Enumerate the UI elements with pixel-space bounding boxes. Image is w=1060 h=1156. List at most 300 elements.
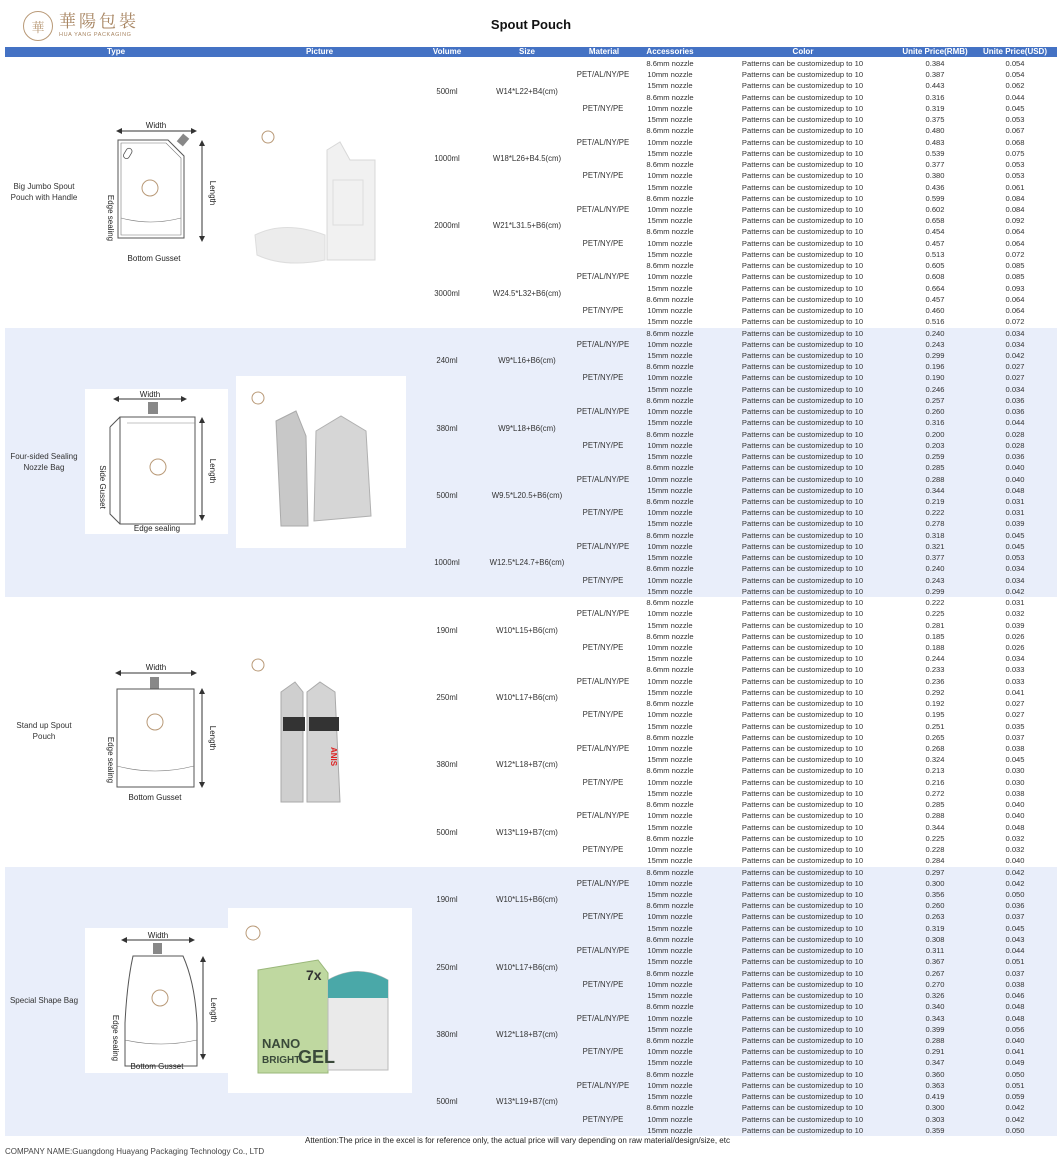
accessory-cell: 8.6mm nozzle: [646, 59, 694, 68]
color-cell: Patterns can be customizedup to 10: [741, 710, 864, 720]
accessory-cell: 8.6mm nozzle: [646, 395, 694, 405]
material-cell: PET/NY/PE: [582, 642, 624, 652]
color-cell: Patterns can be customizedup to 10: [741, 564, 864, 574]
color-cell: Patterns can be customizedup to 10: [741, 485, 864, 495]
accessory-cell: 15mm nozzle: [647, 687, 693, 697]
material-cell: PET/AL/NY/PE: [576, 339, 630, 349]
accessory-cell: 8.6mm nozzle: [646, 496, 694, 506]
price-usd-cell: 0.036: [1005, 395, 1025, 405]
color-cell: Patterns can be customizedup to 10: [741, 373, 864, 383]
price-rmb-cell: 0.375: [925, 115, 945, 125]
color-cell: Patterns can be customizedup to 10: [741, 137, 864, 147]
material-cell: PET/NY/PE: [582, 171, 624, 181]
special-shape-photo: [228, 908, 412, 1093]
price-rmb-cell: 0.384: [925, 59, 945, 68]
jumbo-pouch-diagram: [100, 118, 220, 268]
price-rmb-cell: 0.240: [925, 564, 945, 574]
color-cell: Patterns can be customizedup to 10: [741, 384, 864, 394]
color-cell: Patterns can be customizedup to 10: [741, 395, 864, 405]
accessory-cell: 15mm nozzle: [647, 1092, 693, 1102]
accessory-cell: 15mm nozzle: [647, 283, 693, 293]
material-cell: PET/NY/PE: [582, 979, 624, 989]
price-usd-cell: 0.032: [1005, 833, 1025, 843]
price-usd-cell: 0.051: [1005, 1080, 1025, 1090]
color-cell: Patterns can be customizedup to 10: [741, 912, 864, 922]
accessory-cell: 8.6mm nozzle: [646, 833, 694, 843]
price-rmb-cell: 0.360: [925, 1069, 945, 1079]
color-cell: Patterns can be customizedup to 10: [741, 946, 864, 956]
price-rmb-cell: 0.236: [925, 676, 945, 686]
color-cell: Patterns can be customizedup to 10: [741, 699, 864, 709]
svg-text:Bottom Gusset: Bottom Gusset: [127, 254, 181, 263]
svg-text:GEL: GEL: [298, 1047, 336, 1067]
accessory-cell: 10mm nozzle: [647, 440, 693, 450]
price-usd-cell: 0.053: [1005, 553, 1025, 563]
volume-cell: 2000ml: [434, 221, 460, 231]
material-cell: PET/AL/NY/PE: [576, 946, 630, 956]
color-cell: Patterns can be customizedup to 10: [741, 934, 864, 944]
color-cell: Patterns can be customizedup to 10: [741, 856, 864, 866]
color-cell: Patterns can be customizedup to 10: [741, 81, 864, 91]
accessory-cell: 15mm nozzle: [647, 384, 693, 394]
color-cell: Patterns can be customizedup to 10: [741, 193, 864, 203]
col-price-rmb: Unite Price(RMB): [902, 47, 968, 56]
foursided-pouch-diagram: [85, 389, 228, 534]
color-cell: Patterns can be customizedup to 10: [741, 811, 864, 821]
price-usd-cell: 0.051: [1005, 957, 1025, 967]
material-cell: PET/NY/PE: [582, 1047, 624, 1057]
table-header: [5, 47, 1057, 57]
price-rmb-cell: 0.300: [925, 1103, 945, 1113]
type-label-special: Special Shape Bag: [9, 996, 79, 1005]
color-cell: Patterns can be customizedup to 10: [741, 777, 864, 787]
accessory-cell: 10mm nozzle: [647, 878, 693, 888]
color-cell: Patterns can be customizedup to 10: [741, 508, 864, 518]
volume-cell: 500ml: [436, 1097, 458, 1107]
accessory-cell: 15mm nozzle: [647, 586, 693, 596]
color-cell: Patterns can be customizedup to 10: [741, 878, 864, 888]
page-header: [5, 5, 1057, 47]
size-cell: W24.5*L32+B6(cm): [492, 288, 562, 298]
material-cell: PET/NY/PE: [582, 238, 624, 248]
price-rmb-cell: 0.311: [925, 946, 945, 956]
price-usd-cell: 0.053: [1005, 115, 1025, 125]
volume-cell: 3000ml: [434, 288, 460, 298]
color-cell: Patterns can be customizedup to 10: [741, 474, 864, 484]
price-usd-cell: 0.044: [1005, 946, 1025, 956]
price-usd-cell: 0.034: [1005, 575, 1025, 585]
accessory-cell: 8.6mm nozzle: [646, 631, 694, 641]
accessory-cell: 10mm nozzle: [647, 979, 693, 989]
price-usd-cell: 0.026: [1005, 642, 1025, 652]
material-cell: PET/AL/NY/PE: [576, 204, 630, 214]
accessory-cell: 8.6mm nozzle: [646, 261, 694, 271]
color-cell: Patterns can be customizedup to 10: [741, 901, 864, 911]
volume-cell: 190ml: [436, 625, 458, 635]
accessory-cell: 10mm nozzle: [647, 103, 693, 113]
price-usd-cell: 0.034: [1005, 384, 1025, 394]
svg-text:Edge sealing: Edge sealing: [111, 1014, 120, 1062]
price-rmb-cell: 0.185: [925, 631, 945, 641]
price-usd-cell: 0.044: [1005, 418, 1025, 428]
color-cell: Patterns can be customizedup to 10: [741, 171, 864, 181]
page-title: Spout Pouch: [490, 17, 572, 32]
accessory-cell: 8.6mm nozzle: [646, 126, 694, 136]
accessory-cell: 8.6mm nozzle: [646, 429, 694, 439]
accessory-cell: 8.6mm nozzle: [646, 362, 694, 372]
price-usd-cell: 0.030: [1005, 766, 1025, 776]
material-cell: PET/NY/PE: [582, 306, 624, 316]
color-cell: Patterns can be customizedup to 10: [741, 687, 864, 697]
price-usd-cell: 0.072: [1005, 317, 1025, 327]
price-rmb-cell: 0.300: [925, 878, 945, 888]
accessory-cell: 10mm nozzle: [647, 204, 693, 214]
material-cell: PET/AL/NY/PE: [576, 137, 630, 147]
material-cell: PET/NY/PE: [582, 373, 624, 383]
accessory-cell: 8.6mm nozzle: [646, 328, 694, 338]
color-cell: Patterns can be customizedup to 10: [741, 182, 864, 192]
accessory-cell: 10mm nozzle: [647, 710, 693, 720]
accessory-cell: 10mm nozzle: [647, 1114, 693, 1124]
color-cell: Patterns can be customizedup to 10: [741, 1036, 864, 1045]
accessory-cell: 10mm nozzle: [647, 171, 693, 181]
price-rmb-cell: 0.188: [925, 642, 945, 652]
accessory-cell: 15mm nozzle: [647, 485, 693, 495]
accessory-cell: 15mm nozzle: [647, 553, 693, 563]
price-rmb-cell: 0.454: [925, 227, 945, 237]
price-rmb-cell: 0.222: [925, 508, 945, 518]
accessory-cell: 8.6mm nozzle: [646, 564, 694, 574]
price-usd-cell: 0.038: [1005, 788, 1025, 798]
color-cell: Patterns can be customizedup to 10: [741, 766, 864, 776]
accessory-cell: 10mm nozzle: [647, 70, 693, 80]
col-picture: Picture: [305, 47, 334, 56]
color-cell: Patterns can be customizedup to 10: [741, 407, 864, 417]
price-rmb-cell: 0.216: [925, 777, 945, 787]
price-rmb-cell: 0.192: [925, 699, 945, 709]
accessory-cell: 10mm nozzle: [647, 373, 693, 383]
price-usd-cell: 0.053: [1005, 171, 1025, 181]
accessory-cell: 8.6mm nozzle: [646, 530, 694, 540]
accessory-cell: 10mm nozzle: [647, 306, 693, 316]
price-usd-cell: 0.040: [1005, 474, 1025, 484]
price-usd-cell: 0.045: [1005, 755, 1025, 765]
accessory-cell: 15mm nozzle: [647, 182, 693, 192]
price-usd-cell: 0.050: [1005, 1125, 1025, 1135]
accessory-cell: 15mm nozzle: [647, 115, 693, 125]
price-rmb-cell: 0.605: [925, 261, 945, 271]
accessory-cell: 8.6mm nozzle: [646, 1036, 694, 1045]
price-usd-cell: 0.045: [1005, 103, 1025, 113]
col-color: Color: [792, 47, 814, 56]
price-usd-cell: 0.054: [1005, 59, 1025, 68]
price-rmb-cell: 0.321: [925, 541, 945, 551]
accessory-cell: 15mm nozzle: [647, 620, 693, 630]
price-rmb-cell: 0.213: [925, 766, 945, 776]
price-rmb-cell: 0.195: [925, 710, 945, 720]
type-label-jumbo: Big Jumbo Spout Pouch with Handle: [10, 182, 78, 202]
price-usd-cell: 0.034: [1005, 564, 1025, 574]
price-usd-cell: 0.064: [1005, 227, 1025, 237]
accessory-cell: 10mm nozzle: [647, 676, 693, 686]
price-rmb-cell: 0.299: [925, 586, 945, 596]
price-usd-cell: 0.039: [1005, 519, 1025, 529]
price-usd-cell: 0.072: [1005, 249, 1025, 259]
price-rmb-cell: 0.602: [925, 204, 945, 214]
material-cell: PET/NY/PE: [582, 845, 624, 855]
material-cell: PET/NY/PE: [582, 777, 624, 787]
price-usd-cell: 0.050: [1005, 890, 1025, 900]
accessory-cell: 10mm nozzle: [647, 1080, 693, 1090]
volume-cell: 380ml: [436, 1030, 458, 1039]
material-cell: PET/AL/NY/PE: [576, 272, 630, 282]
color-cell: Patterns can be customizedup to 10: [741, 519, 864, 529]
price-rmb-cell: 0.539: [925, 148, 945, 158]
price-rmb-cell: 0.278: [925, 519, 945, 529]
accessory-cell: 8.6mm nozzle: [646, 934, 694, 944]
accessory-cell: 8.6mm nozzle: [646, 1103, 694, 1113]
price-rmb-cell: 0.263: [925, 912, 945, 922]
accessory-cell: 15mm nozzle: [647, 452, 693, 462]
price-rmb-cell: 0.200: [925, 429, 945, 439]
price-usd-cell: 0.068: [1005, 137, 1025, 147]
price-usd-cell: 0.042: [1005, 1114, 1025, 1124]
price-usd-cell: 0.034: [1005, 654, 1025, 664]
price-usd-cell: 0.048: [1005, 1013, 1025, 1023]
price-usd-cell: 0.042: [1005, 1103, 1025, 1113]
svg-text:Width: Width: [147, 931, 169, 940]
price-usd-cell: 0.045: [1005, 541, 1025, 551]
accessory-cell: 8.6mm nozzle: [646, 800, 694, 810]
color-cell: Patterns can be customizedup to 10: [741, 103, 864, 113]
price-usd-cell: 0.026: [1005, 631, 1025, 641]
color-cell: Patterns can be customizedup to 10: [741, 328, 864, 338]
material-cell: PET/NY/PE: [582, 1114, 624, 1124]
price-rmb-cell: 0.347: [925, 1058, 945, 1068]
accessory-cell: 10mm nozzle: [647, 642, 693, 652]
price-usd-cell: 0.039: [1005, 620, 1025, 630]
accessory-cell: 15mm nozzle: [647, 216, 693, 226]
color-cell: Patterns can be customizedup to 10: [741, 867, 864, 877]
accessory-cell: 15mm nozzle: [647, 721, 693, 731]
price-usd-cell: 0.044: [1005, 92, 1025, 102]
color-cell: Patterns can be customizedup to 10: [741, 788, 864, 798]
material-cell: PET/NY/PE: [582, 575, 624, 585]
svg-text:BRIGHT: BRIGHT: [262, 1055, 301, 1066]
material-cell: PET/AL/NY/PE: [576, 1013, 630, 1023]
size-cell: W14*L22+B4(cm): [496, 86, 558, 96]
price-usd-cell: 0.040: [1005, 800, 1025, 810]
size-cell: W10*L15+B6(cm): [496, 895, 558, 905]
price-rmb-cell: 0.203: [925, 440, 945, 450]
color-cell: Patterns can be customizedup to 10: [741, 261, 864, 271]
accessory-cell: 10mm nozzle: [647, 238, 693, 248]
logo-chinese-name: 華陽包裝: [59, 11, 139, 32]
volume-cell: 190ml: [436, 895, 458, 905]
price-rmb-cell: 0.260: [925, 901, 945, 911]
accessory-cell: 8.6mm nozzle: [646, 901, 694, 911]
price-usd-cell: 0.028: [1005, 429, 1025, 439]
color-cell: Patterns can be customizedup to 10: [741, 339, 864, 349]
price-usd-cell: 0.034: [1005, 328, 1025, 338]
color-cell: Patterns can be customizedup to 10: [741, 204, 864, 214]
material-cell: PET/AL/NY/PE: [576, 541, 630, 551]
color-cell: Patterns can be customizedup to 10: [741, 923, 864, 933]
price-usd-cell: 0.037: [1005, 968, 1025, 978]
price-usd-cell: 0.027: [1005, 710, 1025, 720]
price-rmb-cell: 0.299: [925, 350, 945, 360]
col-size: Size: [518, 47, 535, 56]
price-rmb-cell: 0.243: [925, 339, 945, 349]
price-usd-cell: 0.084: [1005, 193, 1025, 203]
price-rmb-cell: 0.377: [925, 160, 945, 170]
accessory-cell: 15mm nozzle: [647, 755, 693, 765]
price-rmb-cell: 0.284: [925, 856, 945, 866]
price-usd-cell: 0.085: [1005, 272, 1025, 282]
svg-text:Bottom Gusset: Bottom Gusset: [128, 793, 182, 802]
color-cell: Patterns can be customizedup to 10: [741, 654, 864, 664]
accessory-cell: 8.6mm nozzle: [646, 766, 694, 776]
svg-text:Side Gusset: Side Gusset: [98, 465, 107, 509]
color-cell: Patterns can be customizedup to 10: [741, 1024, 864, 1034]
color-cell: Patterns can be customizedup to 10: [741, 160, 864, 170]
price-usd-cell: 0.042: [1005, 586, 1025, 596]
accessory-cell: 10mm nozzle: [647, 744, 693, 754]
accessory-cell: 10mm nozzle: [647, 912, 693, 922]
price-rmb-cell: 0.285: [925, 463, 945, 473]
accessory-cell: 15mm nozzle: [647, 957, 693, 967]
color-cell: Patterns can be customizedup to 10: [741, 429, 864, 439]
color-cell: Patterns can be customizedup to 10: [741, 1058, 864, 1068]
accessory-cell: 10mm nozzle: [647, 474, 693, 484]
color-cell: Patterns can be customizedup to 10: [741, 957, 864, 967]
price-usd-cell: 0.027: [1005, 699, 1025, 709]
color-cell: Patterns can be customizedup to 10: [741, 283, 864, 293]
accessory-cell: 8.6mm nozzle: [646, 193, 694, 203]
volume-cell: 1000ml: [434, 558, 460, 568]
svg-text:Length: Length: [208, 725, 217, 751]
accessory-cell: 10mm nozzle: [647, 541, 693, 551]
color-cell: Patterns can be customizedup to 10: [741, 800, 864, 810]
accessory-cell: 10mm nozzle: [647, 1047, 693, 1057]
accessory-cell: 8.6mm nozzle: [646, 1002, 694, 1012]
price-usd-cell: 0.028: [1005, 440, 1025, 450]
color-cell: Patterns can be customizedup to 10: [741, 890, 864, 900]
size-cell: W18*L26+B4.5(cm): [492, 154, 562, 164]
material-cell: PET/NY/PE: [582, 103, 624, 113]
price-rmb-cell: 0.399: [925, 1024, 945, 1034]
accessory-cell: 8.6mm nozzle: [646, 463, 694, 473]
color-cell: Patterns can be customizedup to 10: [741, 620, 864, 630]
price-rmb-cell: 0.196: [925, 362, 945, 372]
color-cell: Patterns can be customizedup to 10: [741, 70, 864, 80]
accessory-cell: 10mm nozzle: [647, 777, 693, 787]
price-rmb-cell: 0.225: [925, 609, 945, 619]
size-cell: W12*L18+B7(cm): [496, 760, 558, 770]
price-usd-cell: 0.032: [1005, 845, 1025, 855]
price-usd-cell: 0.036: [1005, 407, 1025, 417]
color-cell: Patterns can be customizedup to 10: [741, 148, 864, 158]
price-rmb-cell: 0.513: [925, 249, 945, 259]
size-cell: W12.5*L24.7+B6(cm): [489, 558, 565, 568]
price-usd-cell: 0.031: [1005, 598, 1025, 608]
accessory-cell: 8.6mm nozzle: [646, 699, 694, 709]
price-rmb-cell: 0.356: [925, 890, 945, 900]
color-cell: Patterns can be customizedup to 10: [741, 530, 864, 540]
color-cell: Patterns can be customizedup to 10: [741, 216, 864, 226]
color-cell: Patterns can be customizedup to 10: [741, 92, 864, 102]
color-cell: Patterns can be customizedup to 10: [741, 126, 864, 136]
price-rmb-cell: 0.288: [925, 474, 945, 484]
price-rmb-cell: 0.599: [925, 193, 945, 203]
color-cell: Patterns can be customizedup to 10: [741, 845, 864, 855]
price-usd-cell: 0.062: [1005, 81, 1025, 91]
price-rmb-cell: 0.367: [925, 957, 945, 967]
price-rmb-cell: 0.288: [925, 1036, 945, 1045]
color-cell: Patterns can be customizedup to 10: [741, 822, 864, 832]
price-usd-cell: 0.043: [1005, 934, 1025, 944]
price-rmb-cell: 0.664: [925, 283, 945, 293]
color-cell: Patterns can be customizedup to 10: [741, 1103, 864, 1113]
accessory-cell: 10mm nozzle: [647, 609, 693, 619]
foursided-pouch-photo: [236, 376, 406, 548]
accessory-cell: 10mm nozzle: [647, 946, 693, 956]
size-cell: W9*L18+B6(cm): [498, 423, 556, 433]
color-cell: Patterns can be customizedup to 10: [741, 350, 864, 360]
color-cell: Patterns can be customizedup to 10: [741, 979, 864, 989]
price-rmb-cell: 0.483: [925, 137, 945, 147]
price-rmb-cell: 0.219: [925, 496, 945, 506]
color-cell: Patterns can be customizedup to 10: [741, 463, 864, 473]
color-cell: Patterns can be customizedup to 10: [741, 1013, 864, 1023]
accessory-cell: 15mm nozzle: [647, 822, 693, 832]
accessory-cell: 8.6mm nozzle: [646, 294, 694, 304]
price-usd-cell: 0.075: [1005, 148, 1025, 158]
price-usd-cell: 0.085: [1005, 261, 1025, 271]
color-cell: Patterns can be customizedup to 10: [741, 1002, 864, 1012]
color-cell: Patterns can be customizedup to 10: [741, 1047, 864, 1057]
logo-english-name: HUA YANG PACKAGING: [59, 31, 132, 38]
price-rmb-cell: 0.658: [925, 216, 945, 226]
color-cell: Patterns can be customizedup to 10: [741, 59, 864, 68]
svg-text:Length: Length: [208, 458, 217, 484]
type-label-foursided: Four-sided Sealing Nozzle Bag: [10, 452, 78, 472]
color-cell: Patterns can be customizedup to 10: [741, 631, 864, 641]
volume-cell: 380ml: [436, 760, 458, 770]
price-rmb-cell: 0.318: [925, 530, 945, 540]
volume-cell: 240ml: [436, 356, 458, 366]
color-cell: Patterns can be customizedup to 10: [741, 1092, 864, 1102]
color-cell: Patterns can be customizedup to 10: [741, 1114, 864, 1124]
company-name: COMPANY NAME:Guangdong Huayang Packaging Technology Co., LTD: [5, 1148, 265, 1156]
material-cell: PET/AL/NY/PE: [576, 744, 630, 754]
price-rmb-cell: 0.380: [925, 171, 945, 181]
accessory-cell: 8.6mm nozzle: [646, 92, 694, 102]
price-usd-cell: 0.054: [1005, 70, 1025, 80]
price-usd-cell: 0.037: [1005, 732, 1025, 742]
accessory-cell: 8.6mm nozzle: [646, 968, 694, 978]
accessory-cell: 10mm nozzle: [647, 137, 693, 147]
svg-text:Length: Length: [208, 180, 217, 206]
price-usd-cell: 0.067: [1005, 126, 1025, 136]
accessory-cell: 15mm nozzle: [647, 1024, 693, 1034]
accessory-cell: 15mm nozzle: [647, 991, 693, 1001]
price-rmb-cell: 0.344: [925, 822, 945, 832]
price-usd-cell: 0.040: [1005, 856, 1025, 866]
color-cell: Patterns can be customizedup to 10: [741, 676, 864, 686]
price-rmb-cell: 0.436: [925, 182, 945, 192]
price-rmb-cell: 0.363: [925, 1080, 945, 1090]
